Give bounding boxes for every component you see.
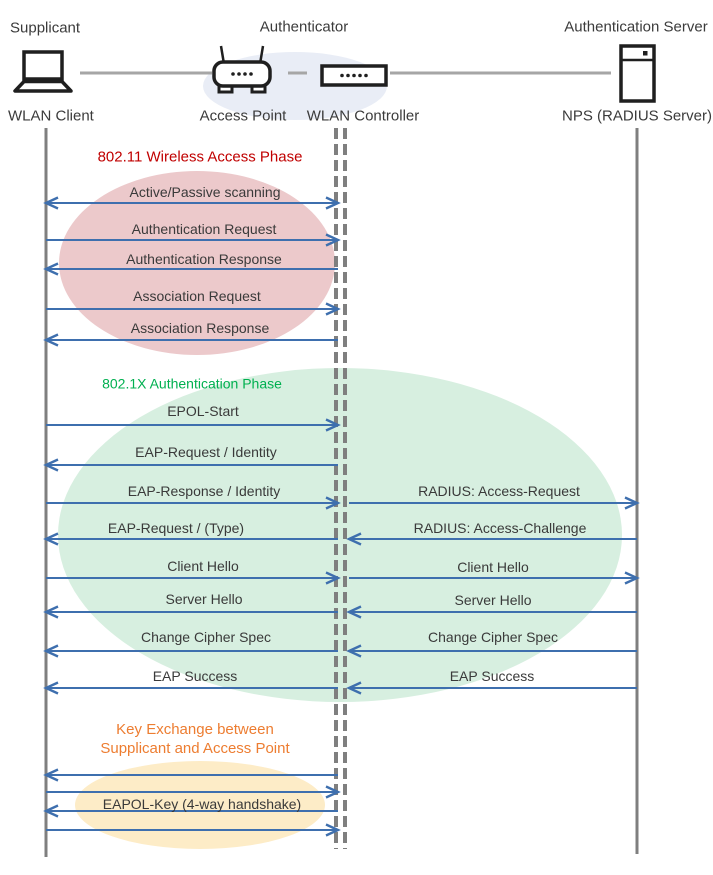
message-label: Authentication Request (131, 221, 277, 237)
wlan-client-label: WLAN Client (8, 107, 94, 125)
message-label: Association Request (133, 288, 261, 304)
phase3-title-line1: Key Exchange between (116, 721, 274, 738)
supplicant-role-label: Supplicant (10, 19, 81, 37)
message-label: EPOL-Start (167, 403, 239, 419)
message-label: Association Response (130, 320, 270, 336)
access-point-label: Access Point (199, 107, 287, 125)
message-label: Server Hello (454, 592, 532, 608)
server-icon (618, 44, 660, 104)
message-label: RADIUS: Access-Challenge (413, 520, 587, 536)
wlan-controller-label: WLAN Controller (306, 107, 420, 125)
message-label: Change Cipher Spec (141, 629, 271, 645)
message-label: Change Cipher Spec (428, 629, 558, 645)
nps-radius-server-label: NPS (RADIUS Server) (561, 107, 713, 125)
phase2-title: 802.1X Authentication Phase (102, 375, 282, 392)
message-label: Active/Passive scanning (129, 184, 281, 200)
auth-server-role-label: Authentication Server (564, 18, 708, 36)
message-label: RADIUS: Access-Request (418, 483, 580, 499)
message-label: EAPOL-Key (4-way handshake) (102, 796, 302, 812)
message-label: EAP-Request / (Type) (107, 520, 245, 536)
message-label: EAP Success (152, 668, 238, 684)
authenticator-role-label: Authenticator (259, 18, 349, 36)
wlan-controller-icon (320, 64, 390, 88)
message-label: Server Hello (165, 591, 243, 607)
phase3-title (100, 720, 289, 758)
message-label: Authentication Response (126, 251, 282, 267)
message-label: Client Hello (457, 559, 529, 575)
access-point-icon (210, 44, 280, 98)
message-label: EAP-Request / Identity (135, 444, 277, 460)
phase1-title: 802.11 Wireless Access Phase (97, 148, 303, 166)
laptop-icon (8, 50, 78, 96)
message-label: Client Hello (167, 558, 239, 574)
message-label: EAP Success (449, 668, 535, 684)
phase3-title-line2: Supplicant and Access Point (100, 740, 290, 757)
message-label: EAP-Response / Identity (127, 483, 281, 499)
